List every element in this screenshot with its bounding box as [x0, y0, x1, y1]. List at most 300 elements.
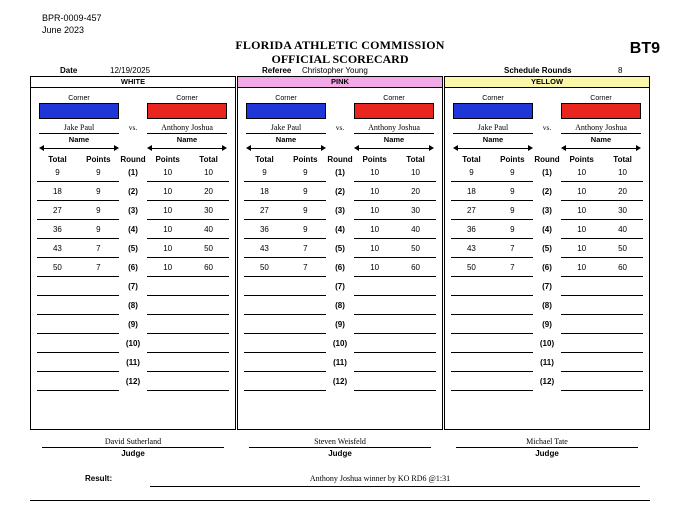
cell-round: (3) [335, 206, 345, 215]
cell-points-left[interactable]: 9 [285, 203, 326, 220]
cell-points-right[interactable]: 10 [147, 241, 188, 258]
table-row [37, 221, 229, 240]
cell-points-right[interactable] [147, 317, 188, 334]
cell-total-left[interactable]: 36 [451, 222, 492, 239]
table-row [244, 221, 436, 240]
cell-points-left[interactable]: 9 [285, 222, 326, 239]
cell-total-right[interactable]: 20 [395, 184, 436, 201]
corner-label-right: Corner [176, 95, 198, 102]
cell-points-right[interactable] [354, 336, 395, 353]
fighter-row [31, 119, 235, 132]
cell-points-left[interactable]: 7 [285, 260, 326, 277]
name-caption-right [147, 133, 227, 145]
cell-total-left[interactable]: 18 [451, 184, 492, 201]
cell-points-left[interactable]: 9 [492, 203, 533, 220]
cell-points-left[interactable] [78, 336, 119, 353]
cell-points-right[interactable]: 10 [147, 222, 188, 239]
table-row [244, 335, 436, 354]
cell-total-right[interactable] [602, 298, 643, 315]
col-points-left: Points [86, 155, 111, 164]
cell-total-left[interactable]: 50 [451, 260, 492, 277]
table-row [37, 278, 229, 297]
vs-label: vs. [335, 123, 345, 132]
panel-header-yellow: YELLOW [445, 77, 649, 88]
direction-arrows [445, 145, 649, 153]
table-row [244, 164, 436, 183]
document-ref-date: June 2023 [42, 25, 85, 35]
cell-total-left[interactable]: 9 [451, 165, 492, 182]
cell-total-right[interactable]: 40 [188, 222, 229, 239]
judge-name: Steven Weisfeld [314, 437, 366, 446]
cell-total-right[interactable] [188, 355, 229, 372]
cell-total-left[interactable]: 18 [244, 184, 285, 201]
cell-total-left[interactable] [244, 279, 285, 296]
cell-points-right[interactable]: 10 [354, 260, 395, 277]
cell-total-left[interactable]: 9 [37, 165, 78, 182]
cell-points-right[interactable]: 10 [354, 165, 395, 182]
table-row [451, 335, 643, 354]
table-row [451, 164, 643, 183]
cell-total-left[interactable] [37, 355, 78, 372]
cell-total-right[interactable] [602, 374, 643, 391]
cell-total-right[interactable] [602, 355, 643, 372]
arrow-right [561, 145, 641, 153]
cell-round: (10) [125, 339, 141, 348]
cell-points-left[interactable] [492, 279, 533, 296]
cell-total-right[interactable]: 50 [602, 241, 643, 258]
cell-total-right[interactable]: 40 [395, 222, 436, 239]
cell-points-left[interactable] [492, 336, 533, 353]
corner-label-left: Corner [482, 95, 504, 102]
fighter-name-right: Anthony Joshua [161, 123, 213, 132]
arrow-right [354, 145, 434, 153]
cell-points-left[interactable]: 7 [285, 241, 326, 258]
cell-total-right[interactable]: 60 [188, 260, 229, 277]
corner-label-right: Corner [590, 95, 612, 102]
cell-total-left[interactable]: 18 [37, 184, 78, 201]
cell-total-left[interactable] [451, 298, 492, 315]
table-row [451, 278, 643, 297]
cell-total-right[interactable] [602, 336, 643, 353]
cell-total-right[interactable] [188, 317, 229, 334]
cell-total-left[interactable]: 50 [244, 260, 285, 277]
cell-total-right[interactable] [395, 374, 436, 391]
cell-points-right[interactable] [561, 279, 602, 296]
corner-label-left: Corner [68, 95, 90, 102]
cell-points-right[interactable]: 10 [354, 241, 395, 258]
corner-row [31, 88, 235, 119]
cell-points-right[interactable] [147, 298, 188, 315]
cell-points-right[interactable]: 10 [147, 203, 188, 220]
cell-round: (1) [128, 168, 138, 177]
rounds-label: Schedule Rounds [504, 66, 572, 75]
vs-label: vs. [128, 123, 138, 132]
cell-points-right[interactable] [354, 374, 395, 391]
cell-points-left[interactable]: 7 [78, 260, 119, 277]
col-round: Round [120, 155, 146, 164]
cell-points-left[interactable]: 9 [492, 222, 533, 239]
cell-round: (8) [128, 301, 138, 310]
cell-points-right[interactable] [354, 317, 395, 334]
cell-total-left[interactable]: 36 [37, 222, 78, 239]
cell-total-right[interactable] [188, 279, 229, 296]
score-body-yellow [445, 164, 649, 392]
cell-total-left[interactable]: 27 [37, 203, 78, 220]
name-caption-text-left: Name [68, 135, 90, 144]
score-header [31, 153, 235, 164]
cell-points-left[interactable]: 7 [492, 241, 533, 258]
cell-total-right[interactable]: 10 [188, 165, 229, 182]
table-row [37, 335, 229, 354]
col-total-left: Total [462, 155, 481, 164]
cell-points-left[interactable] [78, 355, 119, 372]
cell-total-right[interactable] [188, 298, 229, 315]
cell-points-left[interactable]: 9 [492, 165, 533, 182]
judge-caption: Judge [535, 449, 559, 458]
cell-points-left[interactable]: 9 [492, 184, 533, 201]
corner-swatch-red [354, 103, 434, 119]
result-rule [150, 486, 640, 487]
cell-total-left[interactable]: 36 [244, 222, 285, 239]
corner-label-left: Corner [275, 95, 297, 102]
cell-points-right[interactable]: 10 [147, 184, 188, 201]
cell-points-left[interactable]: 9 [78, 222, 119, 239]
cell-points-right[interactable] [561, 355, 602, 372]
corner-blue [246, 94, 326, 119]
judge-panel-white [30, 76, 236, 430]
table-row [37, 297, 229, 316]
cell-total-left[interactable]: 43 [244, 241, 285, 258]
cell-total-left[interactable]: 43 [37, 241, 78, 258]
cell-total-left[interactable] [37, 279, 78, 296]
table-row [244, 202, 436, 221]
table-row [37, 373, 229, 392]
cell-round: (1) [542, 168, 552, 177]
cell-total-right[interactable]: 20 [602, 184, 643, 201]
name-caption-row [445, 132, 649, 145]
cell-total-right[interactable] [395, 279, 436, 296]
result-label: Result: [85, 474, 113, 483]
cell-points-left[interactable] [285, 298, 326, 315]
corner-swatch-blue [246, 103, 326, 119]
cell-points-left[interactable] [285, 374, 326, 391]
name-caption-text-left: Name [275, 135, 297, 144]
cell-points-right[interactable]: 10 [561, 222, 602, 239]
cell-total-right[interactable] [395, 355, 436, 372]
cell-round: (8) [335, 301, 345, 310]
cell-total-left[interactable] [37, 298, 78, 315]
cell-points-left[interactable] [78, 279, 119, 296]
table-row [451, 297, 643, 316]
cell-total-left[interactable] [37, 317, 78, 334]
arrow-left [246, 145, 326, 153]
cell-total-right[interactable] [188, 374, 229, 391]
cell-round: (9) [542, 320, 552, 329]
cell-points-right[interactable] [147, 374, 188, 391]
table-row [37, 202, 229, 221]
cell-total-right[interactable] [602, 279, 643, 296]
referee-label: Referee [262, 66, 292, 75]
cell-total-left[interactable]: 27 [451, 203, 492, 220]
cell-points-left[interactable] [492, 298, 533, 315]
cell-points-right[interactable] [561, 336, 602, 353]
judge-name: David Sutherland [104, 437, 162, 446]
cell-total-left[interactable] [451, 317, 492, 334]
cell-points-right[interactable] [147, 336, 188, 353]
cell-round: (6) [335, 263, 345, 272]
cell-points-right[interactable] [147, 355, 188, 372]
name-caption-text-right: Name [176, 135, 198, 144]
corner-row [445, 88, 649, 119]
cell-round: (10) [539, 339, 555, 348]
cell-round: (5) [335, 244, 345, 253]
cell-total-right[interactable] [188, 336, 229, 353]
judge-caption: Judge [328, 449, 352, 458]
arrow-left [453, 145, 533, 153]
judge-name: Michael Tate [526, 437, 568, 446]
cell-round: (11) [333, 358, 347, 367]
corner-blue [453, 94, 533, 119]
cell-total-left[interactable] [37, 336, 78, 353]
table-row [244, 240, 436, 259]
cell-round: (9) [335, 320, 345, 329]
table-row [451, 221, 643, 240]
cell-points-left[interactable] [285, 336, 326, 353]
corner-label-right: Corner [383, 95, 405, 102]
cell-total-left[interactable] [244, 336, 285, 353]
corner-red [561, 94, 641, 119]
table-row [244, 183, 436, 202]
cell-total-right[interactable]: 10 [602, 165, 643, 182]
cell-points-right[interactable]: 10 [561, 203, 602, 220]
bottom-divider [30, 500, 650, 501]
table-row [37, 164, 229, 183]
score-header [238, 153, 442, 164]
bout-number: BT9 [629, 40, 660, 57]
cell-points-left[interactable] [492, 317, 533, 334]
arrow-right [147, 145, 227, 153]
name-caption-row [31, 132, 235, 145]
table-row [451, 354, 643, 373]
cell-total-left[interactable] [451, 374, 492, 391]
page-title [0, 38, 680, 66]
table-row [244, 354, 436, 373]
cell-points-left[interactable] [78, 374, 119, 391]
cell-points-right[interactable] [561, 298, 602, 315]
document-ref-number: BPR-0009-457 [42, 13, 102, 23]
col-points-right: Points [362, 155, 387, 164]
cell-round: (5) [128, 244, 138, 253]
name-caption-text-left: Name [482, 135, 504, 144]
fighter-name-left: Jake Paul [63, 123, 95, 132]
table-row [451, 240, 643, 259]
cell-total-right[interactable]: 20 [188, 184, 229, 201]
cell-points-left[interactable] [78, 298, 119, 315]
table-row [37, 354, 229, 373]
cell-round: (4) [128, 225, 138, 234]
title-line-1: FLORIDA ATHLETIC COMMISSION [235, 38, 445, 52]
cell-round: (7) [542, 282, 552, 291]
judge-panel-yellow [444, 76, 650, 430]
cell-total-left[interactable]: 9 [244, 165, 285, 182]
cell-total-left[interactable]: 50 [37, 260, 78, 277]
cell-total-right[interactable]: 30 [395, 203, 436, 220]
name-caption-text-right: Name [383, 135, 405, 144]
cell-points-left[interactable] [492, 374, 533, 391]
table-row [244, 373, 436, 392]
cell-points-left[interactable] [78, 317, 119, 334]
cell-points-left[interactable]: 7 [492, 260, 533, 277]
judge-pink [237, 436, 443, 460]
cell-total-right[interactable]: 30 [188, 203, 229, 220]
cell-round: (9) [128, 320, 138, 329]
table-row [451, 316, 643, 335]
cell-points-right[interactable]: 10 [354, 222, 395, 239]
vs-label: vs. [542, 123, 552, 132]
judge-caption: Judge [121, 449, 145, 458]
cell-round: (4) [335, 225, 345, 234]
cell-points-right[interactable]: 10 [561, 241, 602, 258]
col-total-right: Total [406, 155, 425, 164]
fighter-name-right: Anthony Joshua [368, 123, 420, 132]
score-header [445, 153, 649, 164]
cell-total-right[interactable]: 60 [395, 260, 436, 277]
cell-total-right[interactable]: 40 [602, 222, 643, 239]
name-caption-left [39, 133, 119, 145]
table-row [451, 183, 643, 202]
cell-round: (12) [125, 377, 141, 386]
cell-points-left[interactable]: 9 [78, 165, 119, 182]
col-total-left: Total [48, 155, 67, 164]
table-row [37, 259, 229, 278]
cell-points-right[interactable] [561, 317, 602, 334]
cell-round: (10) [332, 339, 348, 348]
table-row [244, 297, 436, 316]
fighter-name-left: Jake Paul [477, 123, 509, 132]
date-label: Date [60, 66, 78, 75]
fighter-row [445, 119, 649, 132]
cell-round: (3) [542, 206, 552, 215]
corner-red [354, 94, 434, 119]
cell-points-right[interactable]: 10 [147, 260, 188, 277]
judge-yellow [444, 436, 650, 460]
cell-total-left[interactable] [244, 374, 285, 391]
cell-round: (2) [335, 187, 345, 196]
corner-swatch-red [147, 103, 227, 119]
cell-points-right[interactable] [354, 355, 395, 372]
cell-points-left[interactable]: 9 [78, 203, 119, 220]
table-row [451, 202, 643, 221]
cell-total-right[interactable] [395, 336, 436, 353]
cell-points-left[interactable]: 7 [78, 241, 119, 258]
cell-round: (11) [126, 358, 140, 367]
name-caption-right [354, 133, 434, 145]
col-total-right: Total [199, 155, 218, 164]
cell-points-left[interactable] [285, 317, 326, 334]
table-row [451, 373, 643, 392]
cell-points-right[interactable] [561, 374, 602, 391]
fighter-row [238, 119, 442, 132]
cell-points-right[interactable] [147, 279, 188, 296]
table-row [244, 278, 436, 297]
cell-round: (1) [335, 168, 345, 177]
referee-value: Christopher Young [302, 66, 368, 75]
cell-points-right[interactable]: 10 [561, 260, 602, 277]
cell-total-left[interactable]: 27 [244, 203, 285, 220]
table-row [244, 259, 436, 278]
corner-blue [39, 94, 119, 119]
cell-total-left[interactable] [451, 336, 492, 353]
cell-total-right[interactable]: 60 [602, 260, 643, 277]
cell-total-right[interactable]: 50 [395, 241, 436, 258]
col-total-right: Total [613, 155, 632, 164]
name-caption-left [453, 133, 533, 145]
score-body-white [31, 164, 235, 392]
cell-points-right[interactable]: 10 [561, 184, 602, 201]
cell-total-right[interactable]: 50 [188, 241, 229, 258]
corner-swatch-red [561, 103, 641, 119]
col-points-right: Points [569, 155, 594, 164]
col-points-right: Points [155, 155, 180, 164]
corner-swatch-blue [39, 103, 119, 119]
panel-header-pink: PINK [238, 77, 442, 88]
cell-total-left[interactable] [451, 355, 492, 372]
cell-round: (5) [542, 244, 552, 253]
rounds-value: 8 [618, 66, 623, 75]
cell-round: (4) [542, 225, 552, 234]
cell-points-right[interactable]: 10 [354, 203, 395, 220]
judge-panel-pink [237, 76, 443, 430]
cell-total-right[interactable] [602, 317, 643, 334]
cell-total-left[interactable] [244, 355, 285, 372]
table-row [451, 259, 643, 278]
cell-points-left[interactable]: 9 [285, 165, 326, 182]
cell-points-left[interactable]: 9 [78, 184, 119, 201]
cell-total-left[interactable] [451, 279, 492, 296]
cell-points-right[interactable]: 10 [561, 165, 602, 182]
cell-points-left[interactable] [285, 355, 326, 372]
cell-total-left[interactable]: 43 [451, 241, 492, 258]
name-caption-right [561, 133, 641, 145]
cell-points-right[interactable]: 10 [147, 165, 188, 182]
date-value: 12/19/2025 [110, 66, 151, 75]
cell-points-right[interactable] [354, 298, 395, 315]
cell-total-left[interactable] [37, 374, 78, 391]
cell-total-right[interactable] [395, 317, 436, 334]
table-row [37, 240, 229, 259]
cell-points-left[interactable] [285, 279, 326, 296]
table-row [37, 183, 229, 202]
direction-arrows [31, 145, 235, 153]
name-caption-left [246, 133, 326, 145]
corner-row [238, 88, 442, 119]
cell-points-left[interactable] [492, 355, 533, 372]
result-row [30, 470, 650, 494]
score-body-pink [238, 164, 442, 392]
cell-total-left[interactable] [244, 317, 285, 334]
direction-arrows [238, 145, 442, 153]
cell-total-left[interactable] [244, 298, 285, 315]
name-caption-row [238, 132, 442, 145]
cell-points-right[interactable]: 10 [354, 184, 395, 201]
cell-points-right[interactable] [354, 279, 395, 296]
cell-total-right[interactable]: 30 [602, 203, 643, 220]
cell-total-right[interactable]: 10 [395, 165, 436, 182]
cell-points-left[interactable]: 9 [285, 184, 326, 201]
col-total-left: Total [255, 155, 274, 164]
cell-total-right[interactable] [395, 298, 436, 315]
result-value[interactable]: Anthony Joshua winner by KO RD6 @1:31 [309, 474, 451, 483]
